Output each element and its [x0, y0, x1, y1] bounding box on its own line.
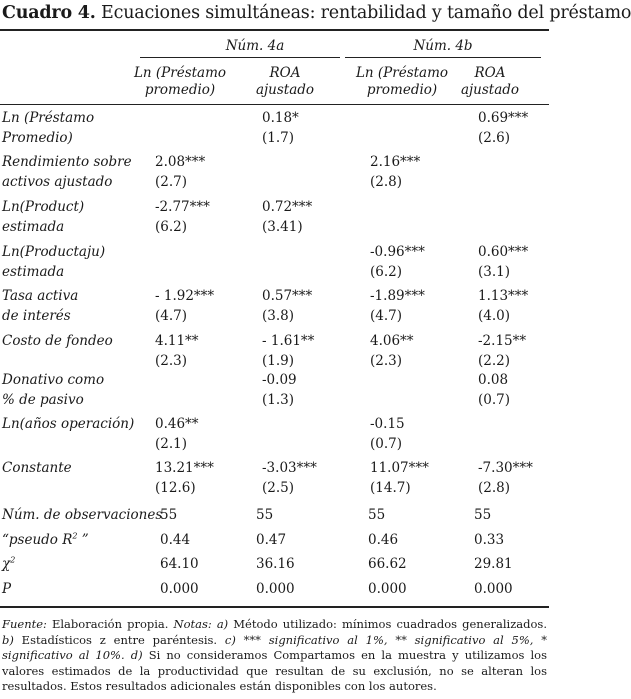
column-header-2: ROA ajustado	[255, 65, 315, 98]
column-header-1: Ln (Préstamo promedio)	[133, 65, 227, 98]
cell-c4: 0.69*** (2.6)	[478, 110, 529, 146]
stats-label: Núm. de observaciones	[2, 507, 163, 523]
top-rule	[0, 29, 549, 31]
group-header-4b: Núm. 4b	[413, 38, 473, 54]
stats-label: P	[2, 581, 12, 597]
row-label: Ln(Product) estimada	[2, 199, 85, 235]
stats-value: 0.000	[160, 581, 199, 597]
cell-c2: -3.03*** (2.5)	[262, 460, 317, 496]
group-rule-4b	[345, 57, 541, 58]
footnote: Fuente: Elaboración propia. Notas: a) Método utilizado: mínimos cuadrados generalizados. b) Estadísticos z entre paréntesis. c) *** significativo al 1%, ** significativo al 5%, * significativo al 10%. d) Si no consideramos Compartamos en la muestra y utilizamos los valores estimados de la productividad que resultan de su exclusión, no se alteran los resultados. Estos resultados adicionales están disponibles con los autores.	[2, 617, 547, 694]
row-label: Costo de fondeo	[2, 333, 113, 349]
stats-value: 36.16	[256, 556, 295, 572]
cell-c2: -0.09 (1.3)	[262, 372, 297, 408]
cell-c2: 0.72*** (3.41)	[262, 199, 313, 235]
cell-c4: -7.30*** (2.8)	[478, 460, 533, 496]
row-label: Rendimiento sobre activos ajustado	[2, 154, 132, 190]
cell-c4: 0.60*** (3.1)	[478, 244, 529, 280]
cell-c2: 0.57*** (3.8)	[262, 288, 313, 324]
cell-c2: - 1.61** (1.9)	[262, 333, 315, 369]
stats-value: 0.46	[368, 532, 399, 548]
cell-c3: -1.89*** (4.7)	[370, 288, 425, 324]
stats-value: 55	[256, 507, 274, 523]
cell-c3: 4.06** (2.3)	[370, 333, 414, 369]
group-rule-4a	[140, 57, 340, 58]
table-title: Cuadro 4. Ecuaciones simultáneas: rentabilidad y tamaño del préstamo	[2, 3, 631, 23]
row-label: Tasa activa de interés	[2, 288, 79, 324]
header-rule	[0, 104, 549, 105]
cell-c4: 1.13*** (4.0)	[478, 288, 529, 324]
row-label: Constante	[2, 460, 72, 476]
stats-value: 0.47	[256, 532, 287, 548]
stats-value: 0.000	[256, 581, 295, 597]
cell-c4: 0.08 (0.7)	[478, 372, 511, 408]
cell-c1: 13.21*** (12.6)	[155, 460, 214, 496]
stats-value: 0.000	[474, 581, 513, 597]
column-header-4: ROA ajustado	[460, 65, 520, 98]
stats-value: 29.81	[474, 556, 513, 572]
cell-c2: 0.18* (1.7)	[262, 110, 299, 146]
cell-c1: 0.46** (2.1)	[155, 416, 199, 452]
column-header-3: Ln (Préstamo promedio)	[355, 65, 449, 98]
cell-c1: 4.11** (2.3)	[155, 333, 199, 369]
stats-value: 55	[160, 507, 178, 523]
cell-c1: - 1.92*** (4.7)	[155, 288, 215, 324]
stats-value: 55	[368, 507, 386, 523]
cell-c3: -0.15 (0.7)	[370, 416, 405, 452]
stats-value: 55	[474, 507, 492, 523]
cell-c1: 2.08*** (2.7)	[155, 154, 206, 190]
cell-c3: 11.07*** (14.7)	[370, 460, 429, 496]
cell-c3: 2.16*** (2.8)	[370, 154, 421, 190]
row-label: Donativo como % de pasivo	[2, 372, 105, 408]
stats-label: $\chi^2$	[2, 555, 16, 572]
stats-value: 64.10	[160, 556, 199, 572]
row-label: Ln (Préstamo Promedio)	[2, 110, 95, 146]
bottom-rule	[0, 606, 549, 608]
stats-value: 66.62	[368, 556, 407, 572]
cell-c4: -2.15** (2.2)	[478, 333, 527, 369]
stats-value: 0.000	[368, 581, 407, 597]
cell-c3: -0.96*** (6.2)	[370, 244, 425, 280]
stats-label: “pseudo $R^2$ ”	[2, 531, 89, 548]
row-label: Ln(años operación)	[2, 416, 135, 432]
stats-value: 0.44	[160, 532, 191, 548]
stats-value: 0.33	[474, 532, 505, 548]
row-label: Ln(Productaju) estimada	[2, 244, 106, 280]
cell-c1: -2.77*** (6.2)	[155, 199, 210, 235]
group-header-4a: Núm. 4a	[225, 38, 285, 54]
